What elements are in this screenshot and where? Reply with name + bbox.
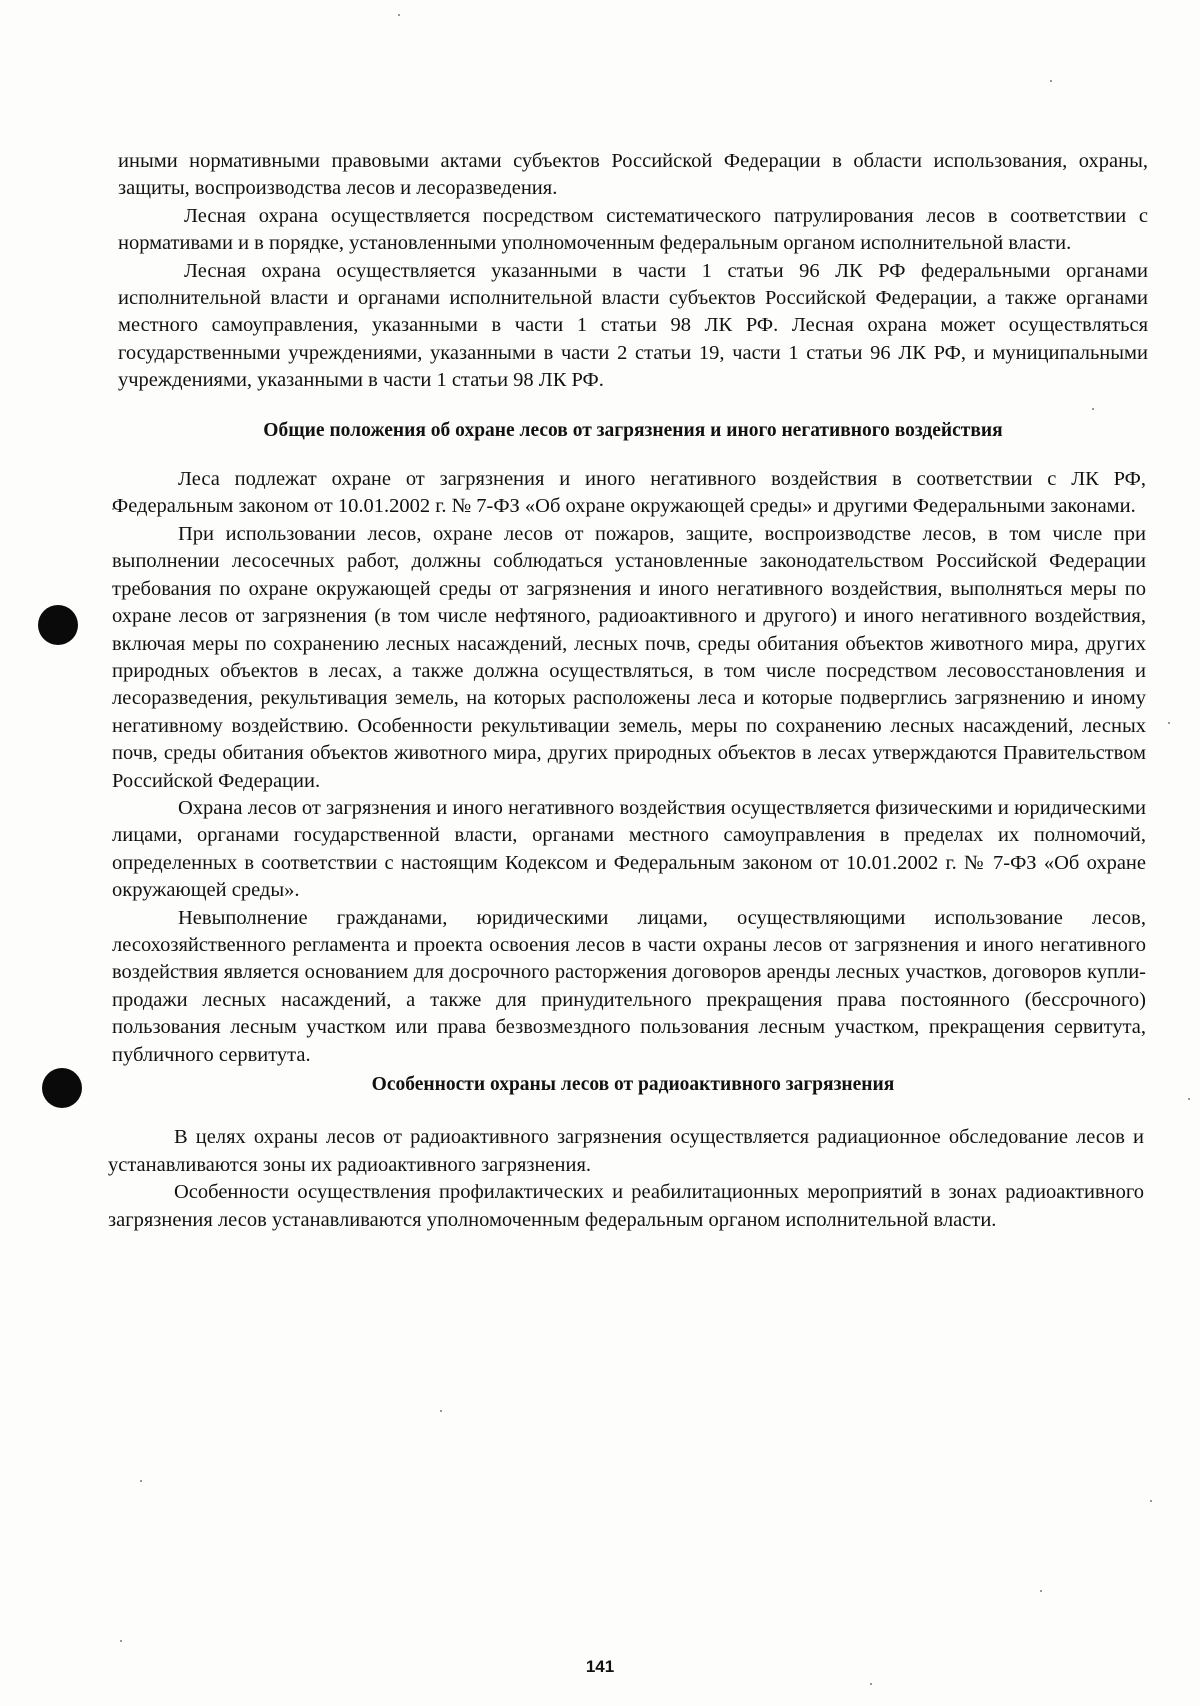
scan-speck [1150, 1500, 1152, 1502]
scan-speck [1050, 80, 1052, 82]
paragraph: Лесная охрана осуществляется посредством систематического патрулирования лесов в соответствии с нормативами и в порядке, установленными уполномоченным федеральным органом исполнительной власти. [118, 204, 1148, 255]
binder-hole [38, 605, 78, 645]
section-heading: Общие положения об охране лесов от загрязнения и иного негативного воздействия [263, 419, 1003, 441]
scan-speck [870, 1683, 872, 1685]
section-heading: Особенности охраны лесов от радиоактивного загрязнения [371, 1074, 895, 1095]
paragraph: В целях охраны лесов от радиоактивного загрязнения осуществляется радиационное обследование лесов и устанавливаются зоны их радиоактивного загрязнения. [108, 1126, 1144, 1176]
paragraph: Лесная охрана осуществляется указанными в части 1 статьи 96 ЛК РФ федеральными органами исполнительной власти и органами исполнительной власти субъектов Российской Федерации, а также органами местного самоуправления, указанными в части 1 статьи 98 ЛК РФ. Лесная охрана может осуществляться государственными учреждениями, указанными в части 2 статьи 19, части 1 статьи 96 ЛК РФ, и муниципальными учреждениями, указанными в части 1 статьи 98 ЛК РФ. [118, 259, 1148, 392]
scan-speck [120, 1640, 122, 1642]
section-pollution [112, 466, 1146, 1069]
scan-speck [1040, 1590, 1042, 1592]
document-body [108, 148, 1148, 1234]
paragraph: Невыполнение гражданами, юридическими лицами, осуществляющими использование лесов, лесохозяйственного регламента и проекта освоения лесов в части охраны лесов от загрязнения и иного негативного воздействия является основанием для досрочного расторжения договоров аренды лесных участков, договоров купли-продажи лесных насаждений, а также для принудительного прекращения права постоянного (бессрочного) пользования лесным участком или права безвозмездного пользования лесным участком, прекращения сервитута, публичного сервитута. [112, 906, 1146, 1066]
paragraph: иными нормативными правовыми актами субъектов Российской Федерации в области использования, охраны, защиты, воспроизводства лесов и лесоразведения. [118, 150, 1148, 200]
page-number: 141 [585, 1657, 615, 1676]
paragraph: Охрана лесов от загрязнения и иного негативного воздействия осуществляется физическими и юридическими лицами, органами государственной власти, органами местного самоуправления в пределах их полномочий, определенных в соответствии с настоящим Кодексом и Федеральным законом от 10.01.2002 г. № 7-ФЗ «Об охране окружающей среды». [112, 796, 1146, 902]
paragraph: Особенности осуществления профилактических и реабилитационных мероприятий в зонах радиоактивного загрязнения лесов устанавливаются уполномоченным федеральным органом исполнительной власти. [108, 1181, 1144, 1231]
binder-hole [42, 1068, 82, 1108]
scan-speck [1168, 722, 1170, 724]
scan-speck [1188, 1098, 1190, 1100]
scan-speck [440, 1410, 442, 1412]
section-radioactive [108, 1124, 1144, 1234]
paragraph: При использовании лесов, охране лесов от пожаров, защите, воспроизводстве лесов, в том числе при выполнении лесосечных работ, должны соблюдаться установленные законодательством Российской Федерации требования по охране окружающей среды от загрязнения и иного негативного воздействия, выполняться меры по охране лесов от загрязнения (в том числе нефтяного, радиоактивного и другого) и иного негативного воздействия, включая меры по сохранению лесных насаждений, лесных почв, среды обитания объектов животного мира, других природных объектов в лесах, а также должна осуществляться, в том числе посредством лесовосстановления и лесоразведения, рекультивация земель, на которых расположены леса и которые подверглись загрязнению и иному негативному воздействию. Особенности рекультивации земель, меры по сохранению лесных насаждений, лесных почв, среды обитания объектов животного мира, других природных объектов в лесах утверждаются Правительством Российской Федерации. [112, 522, 1146, 792]
scan-speck [140, 1480, 142, 1482]
scan-speck [398, 14, 400, 16]
paragraph: Леса подлежат охране от загрязнения и иного негативного воздействия в соответствии с ЛК РФ, Федеральным законом от 10.01.2002 г. № 7-ФЗ «Об охране окружающей среды» и другими Федеральными законами. [112, 468, 1146, 518]
